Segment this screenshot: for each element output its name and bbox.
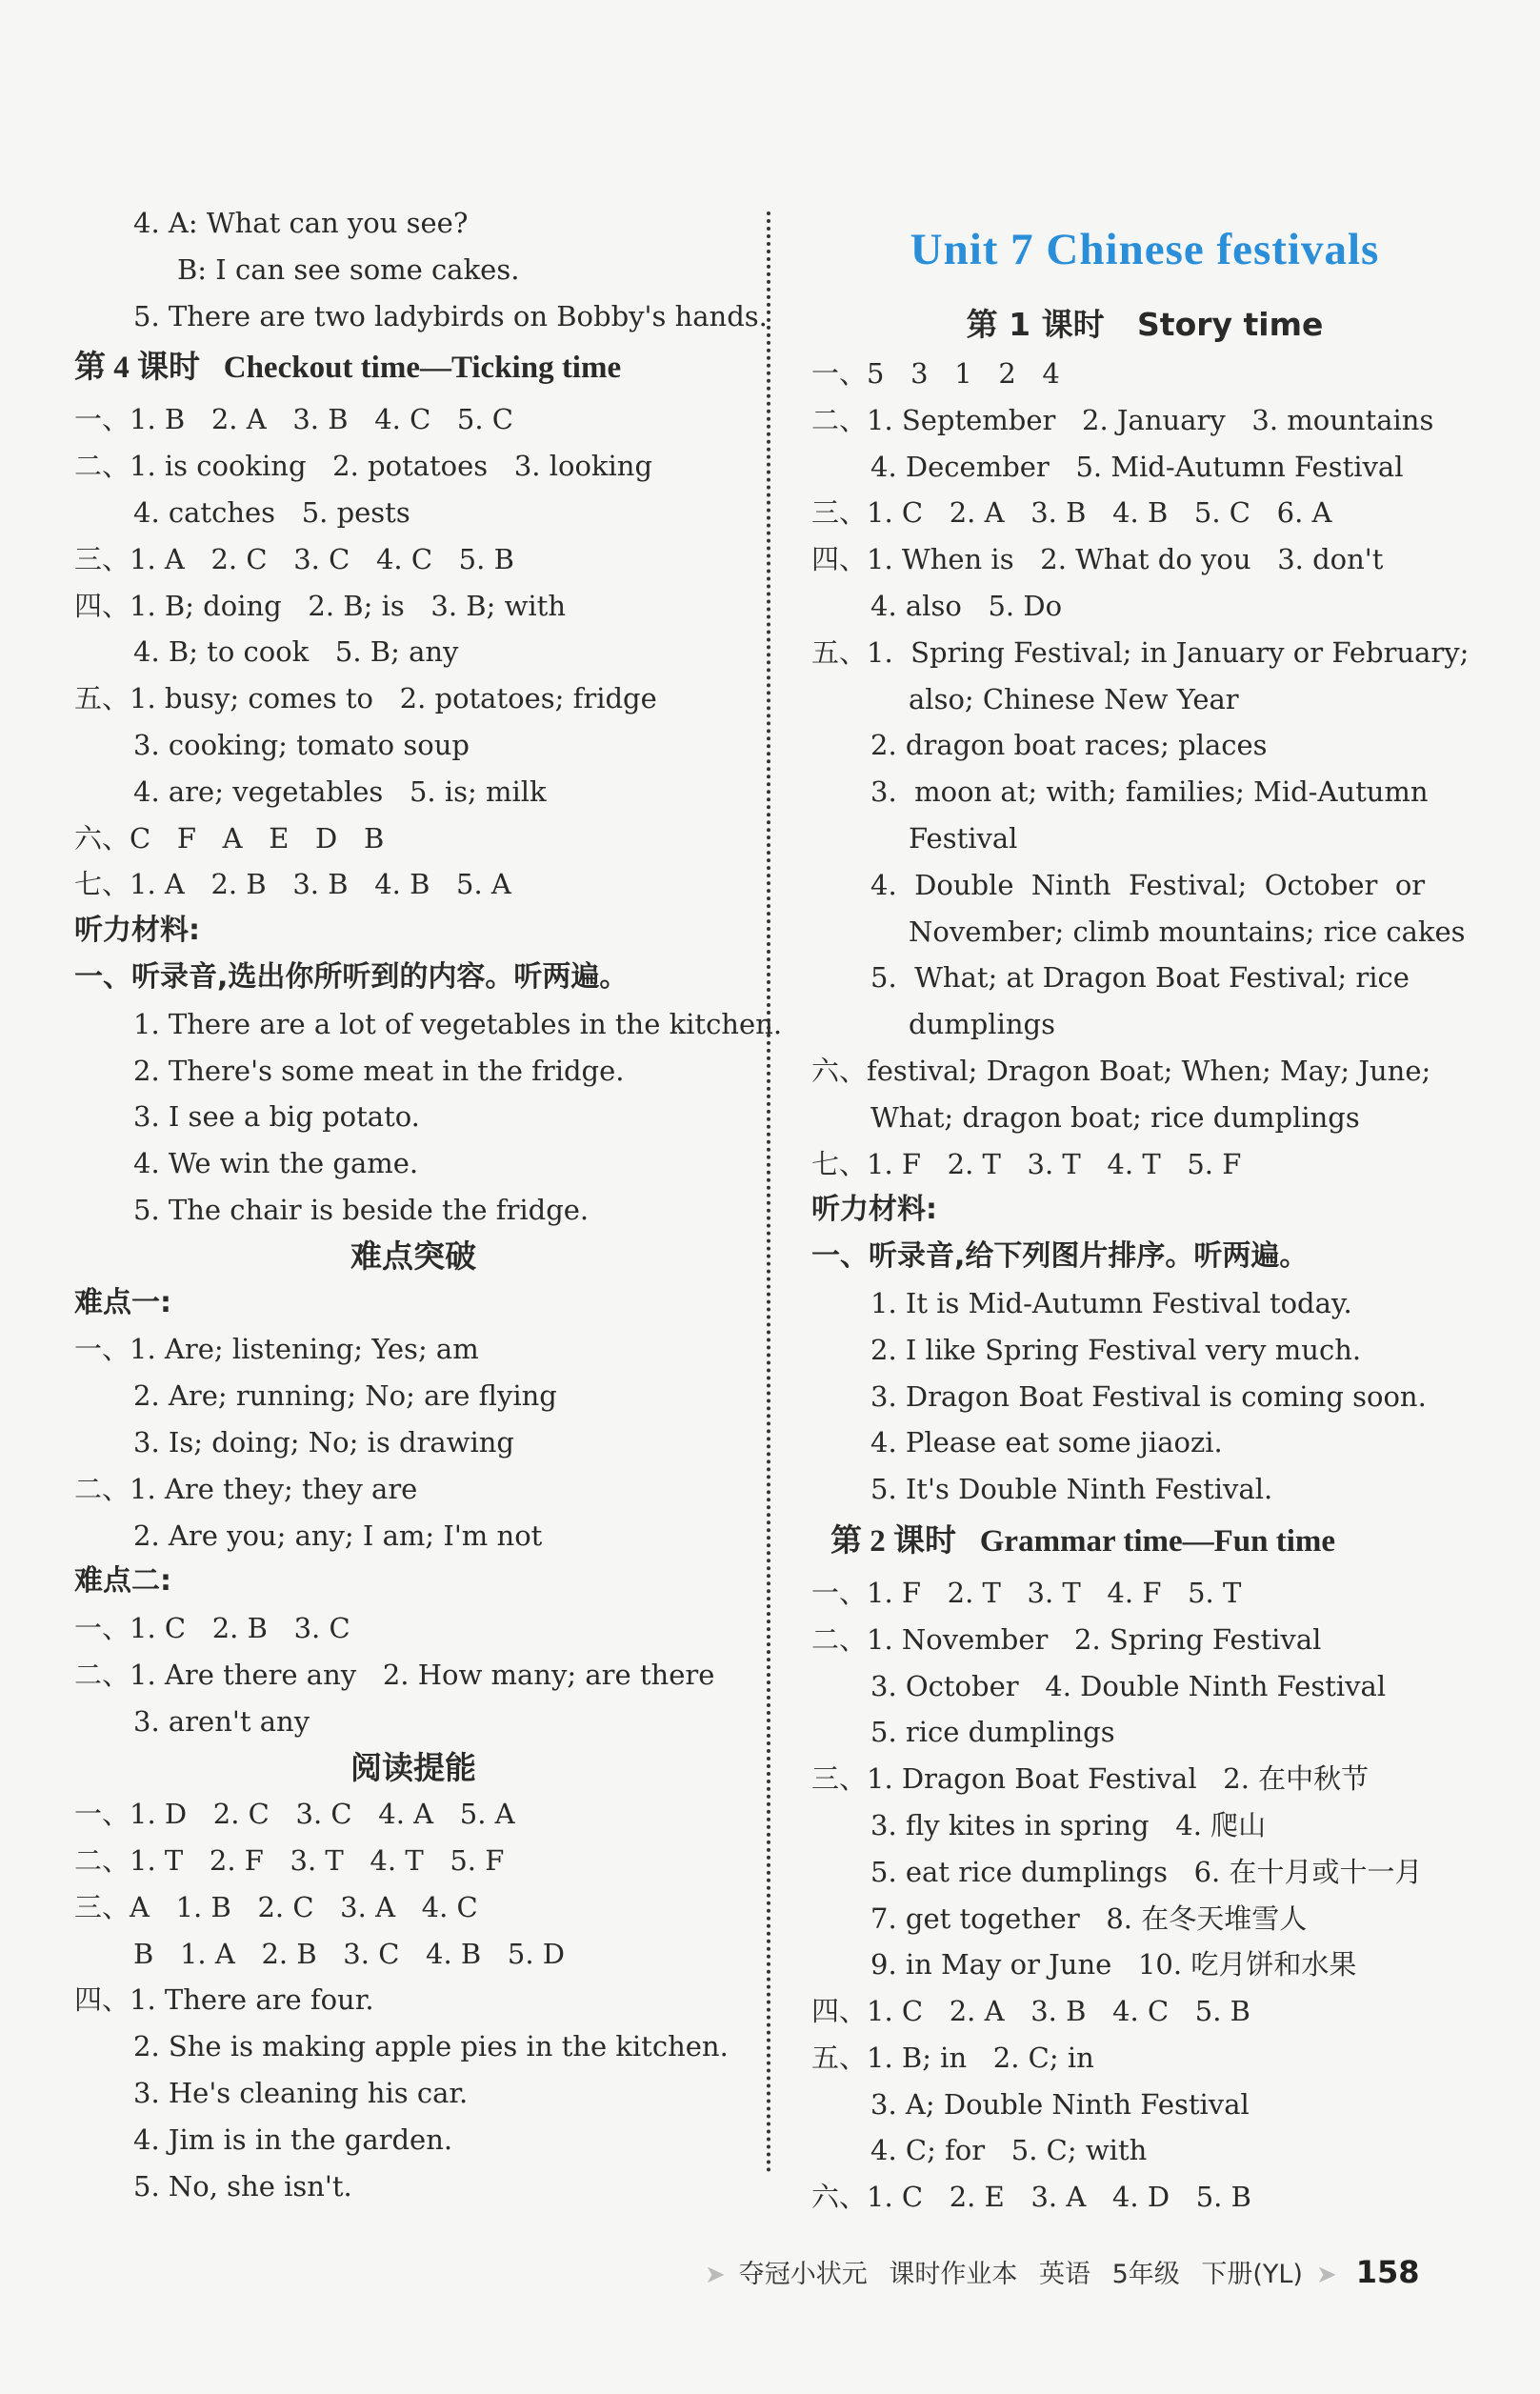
answer-line: 五、1. Spring Festival; in January or February; bbox=[811, 635, 1470, 669]
answer-line: Festival bbox=[909, 821, 1018, 855]
answer-line: 五、1. B; in 2. C; in bbox=[811, 2041, 1094, 2074]
answer-line: 二、1. T 2. F 3. T 4. T 5. F bbox=[74, 1844, 505, 1878]
answer-line: dumplings bbox=[909, 1008, 1055, 1041]
answer-line: 六、1. C 2. E 3. A 4. D 5. B bbox=[811, 2181, 1251, 2214]
page-number: 158 bbox=[1355, 2254, 1420, 2290]
answer-line: 3. cooking; tomato soup bbox=[133, 728, 470, 761]
answer-line: 3. I see a big potato. bbox=[133, 1100, 420, 1134]
left-column bbox=[74, 200, 783, 2209]
answer-line: 七、1. A 2. B 3. B 4. B 5. A bbox=[74, 868, 511, 901]
answer-line: 4. Double Ninth Festival; October or bbox=[870, 868, 1426, 901]
section-label: 难点一: bbox=[74, 1285, 171, 1319]
answer-line: 2. Are you; any; I am; I'm not bbox=[133, 1519, 543, 1552]
section-instruction: 一、听录音,选出你所听到的内容。听两遍。 bbox=[74, 959, 629, 994]
answer-line: 3. A; Double Ninth Festival bbox=[870, 2087, 1250, 2121]
answer-line: 4. Please eat some jiaozi. bbox=[870, 1426, 1223, 1459]
answer-line: 一、5 3 1 2 4 bbox=[811, 357, 1060, 390]
footer-grade: 5年级 bbox=[1111, 2260, 1180, 2289]
answer-line: 二、1. is cooking 2. potatoes 3. looking bbox=[74, 450, 653, 483]
answer-line: 4. December 5. Mid-Autumn Festival bbox=[870, 450, 1404, 483]
answer-line: 4. A: What can you see? bbox=[133, 207, 469, 239]
answer-line: 七、1. F 2. T 3. T 4. T 5. F bbox=[811, 1147, 1242, 1180]
section-label: 听力材料: bbox=[811, 1193, 937, 1227]
answer-line: 2. I like Spring Festival very much. bbox=[870, 1333, 1362, 1366]
section-title: 阅读提能 bbox=[350, 1748, 476, 1786]
section-instruction: 一、听录音,给下列图片排序。听两遍。 bbox=[811, 1239, 1309, 1274]
chevron-right-icon: ➤ bbox=[705, 2261, 726, 2289]
footer-brand: 夺冠小状元 bbox=[738, 2260, 868, 2289]
section-label: 难点二: bbox=[74, 1564, 171, 1599]
answer-line: 5. What; at Dragon Boat Festival; rice bbox=[870, 961, 1410, 995]
answer-line: 二、1. Are they; they are bbox=[74, 1472, 418, 1505]
answer-line: 二、1. November 2. Spring Festival bbox=[811, 1622, 1322, 1656]
answer-line: 一、1. C 2. B 3. C bbox=[74, 1612, 350, 1645]
chevron-right-icon: ➤ bbox=[1315, 2261, 1337, 2289]
answer-line: 三、1. A 2. C 3. C 4. C 5. B bbox=[74, 542, 514, 575]
page-footer bbox=[705, 2248, 1486, 2296]
answer-line: 2. There's some meat in the fridge. bbox=[133, 1054, 625, 1087]
answer-line: 六、festival; Dragon Boat; When; May; June; bbox=[811, 1054, 1431, 1087]
answer-line: 三、1. Dragon Boat Festival 2. 在中秋节 bbox=[811, 1762, 1370, 1796]
answer-line: also; Chinese New Year bbox=[909, 682, 1239, 715]
column-divider bbox=[767, 211, 770, 2174]
answer-line: 四、1. There are four. bbox=[74, 1983, 374, 2017]
answer-line: 三、1. C 2. A 3. B 4. B 5. C 6. A bbox=[811, 496, 1332, 530]
answer-line: 一、1. D 2. C 3. C 4. A 5. A bbox=[74, 1798, 515, 1831]
answer-line: 4. C; for 5. C; with bbox=[870, 2134, 1148, 2167]
answer-line: 3. He's cleaning his car. bbox=[133, 2077, 469, 2110]
answer-line: 3. moon at; with; families; Mid-Autumn bbox=[870, 775, 1429, 809]
section-label: 听力材料: bbox=[74, 914, 200, 948]
answer-line: 二、1. September 2. January 3. mountains bbox=[811, 403, 1434, 436]
answer-line: 一、1. F 2. T 3. T 4. F 5. T bbox=[811, 1576, 1242, 1609]
answer-line: 9. in May or June 10. 吃月饼和水果 bbox=[870, 1948, 1357, 1982]
answer-line: 3. aren't any bbox=[133, 1704, 310, 1738]
footer-subject: 英语 bbox=[1038, 2260, 1090, 2289]
answer-line: 六、C F A E D B bbox=[74, 821, 385, 855]
answer-line: 4. B; to cook 5. B; any bbox=[133, 635, 459, 669]
section-title: 难点突破 bbox=[350, 1237, 476, 1275]
answer-line: 一、1. B 2. A 3. B 4. C 5. C bbox=[74, 403, 513, 436]
answer-line: 5. rice dumplings bbox=[870, 1716, 1115, 1749]
footer-book: 课时作业本 bbox=[889, 2260, 1018, 2289]
answer-line: 4. also 5. Do bbox=[870, 589, 1063, 622]
answer-line: 2. She is making apple pies in the kitchen. bbox=[133, 2030, 729, 2063]
answer-line: 7. get together 8. 在冬天堆雪人 bbox=[870, 1901, 1308, 1935]
answer-line: 二、1. Are there any 2. How many; are there bbox=[74, 1658, 715, 1691]
answer-line: 四、1. C 2. A 3. B 4. C 5. B bbox=[811, 1995, 1250, 2028]
answer-line: 四、1. B; doing 2. B; is 3. B; with bbox=[74, 589, 566, 622]
answer-line: 2. Are; running; No; are flying bbox=[133, 1379, 557, 1413]
answer-line: 1. There are a lot of vegetables in the kitchen. bbox=[133, 1007, 783, 1040]
answer-line: What; dragon boat; rice dumplings bbox=[870, 1100, 1360, 1134]
answer-line: B 1. A 2. B 3. C 4. B 5. D bbox=[133, 1937, 566, 1970]
answer-line: 四、1. When is 2. What do you 3. don't bbox=[811, 543, 1384, 576]
answer-line: 一、1. Are; listening; Yes; am bbox=[74, 1333, 479, 1366]
answer-line: 4. catches 5. pests bbox=[133, 495, 410, 529]
answer-line: B: I can see some cakes. bbox=[177, 252, 520, 286]
answer-line: 3. fly kites in spring 4. 爬山 bbox=[870, 1808, 1267, 1841]
lesson-heading: 第 2 课时 Grammar time—Fun time bbox=[830, 1523, 1336, 1559]
answer-line: 5. It's Double Ninth Festival. bbox=[870, 1473, 1273, 1506]
answer-line: 2. dragon boat races; places bbox=[870, 729, 1268, 762]
answer-line: 5. No, she isn't. bbox=[133, 2169, 352, 2203]
answer-line: November; climb mountains; rice cakes bbox=[909, 915, 1466, 948]
answer-line: 4. Jim is in the garden. bbox=[133, 2122, 453, 2156]
answer-line: 5. The chair is beside the fridge. bbox=[133, 1193, 590, 1226]
lesson-heading: 第 1 课时 Story time bbox=[966, 306, 1324, 343]
answer-line: 三、A 1. B 2. C 3. A 4. C bbox=[74, 1890, 478, 1923]
answer-line: 5. eat rice dumplings 6. 在十月或十一月 bbox=[870, 1855, 1423, 1888]
unit-title: Unit 7 Chinese festivals bbox=[910, 225, 1380, 274]
answer-line: 3. Is; doing; No; is drawing bbox=[133, 1425, 514, 1459]
answer-line: 5. There are two ladybirds on Bobby's hands. bbox=[133, 299, 768, 332]
answer-line: 4. We win the game. bbox=[133, 1147, 419, 1180]
footer-term: 下册(YL) bbox=[1201, 2260, 1303, 2289]
lesson-heading: 第 4 课时 Checkout time—Ticking time bbox=[74, 351, 622, 386]
answer-line: 1. It is Mid-Autumn Festival today. bbox=[870, 1286, 1352, 1319]
right-column bbox=[811, 200, 1478, 2221]
answer-line: 4. are; vegetables 5. is; milk bbox=[133, 775, 547, 808]
answer-line: 五、1. busy; comes to 2. potatoes; fridge bbox=[74, 682, 657, 715]
answer-line: 3. October 4. Double Ninth Festival bbox=[870, 1669, 1387, 1702]
answer-line: 3. Dragon Boat Festival is coming soon. bbox=[870, 1379, 1427, 1413]
